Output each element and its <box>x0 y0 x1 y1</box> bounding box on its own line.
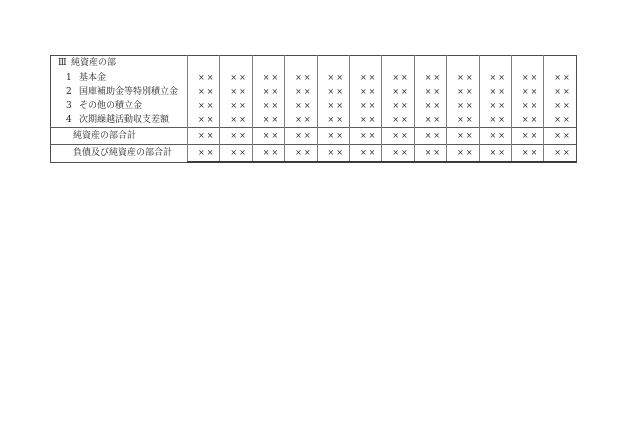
amount-cell: ×× <box>220 128 252 145</box>
section-header-label <box>51 56 188 72</box>
item-row-kihonkin <box>51 71 577 85</box>
amount-cell: ×× <box>252 85 284 99</box>
amount-cell: ×× <box>479 71 511 85</box>
amount-cell: ×× <box>544 85 576 99</box>
amount-cell: ×× <box>544 113 576 128</box>
item-number: 4 <box>66 114 72 125</box>
amount-cell: ×× <box>188 99 220 113</box>
amount-cell: ×× <box>317 128 349 145</box>
amount-cell: ×× <box>447 128 479 145</box>
amount-cell: ×× <box>285 99 317 113</box>
amount-cell: ×× <box>382 113 414 128</box>
liabilities-and-net-assets-total-row <box>51 145 577 163</box>
amount-cell <box>511 56 543 72</box>
amount-cell: ×× <box>544 128 576 145</box>
amount-cell: ×× <box>285 85 317 99</box>
item-label <box>51 85 188 99</box>
section-title: 純資産の部 <box>71 58 117 68</box>
amount-cell: ×× <box>349 99 381 113</box>
amount-cell: ×× <box>188 85 220 99</box>
amount-cell: ×× <box>252 128 284 145</box>
amount-cell <box>479 56 511 72</box>
amount-cell: ×× <box>220 113 252 128</box>
amount-cell: ×× <box>188 113 220 128</box>
amount-cell <box>317 56 349 72</box>
amount-cell: ×× <box>479 99 511 113</box>
amount-cell: ×× <box>511 71 543 85</box>
amount-cell: ×× <box>188 128 220 145</box>
amount-cell: ×× <box>317 85 349 99</box>
amount-cell: ×× <box>220 71 252 85</box>
item-number: 2 <box>66 86 72 97</box>
amount-cell: ×× <box>511 145 543 163</box>
amount-cell: ×× <box>188 145 220 163</box>
amount-cell: ×× <box>220 145 252 163</box>
amount-cell: ×× <box>285 145 317 163</box>
amount-cell: ×× <box>447 113 479 128</box>
item-title: 国庫補助金等特別積立金 <box>79 86 179 97</box>
amount-cell: ×× <box>511 128 543 145</box>
section-header-row <box>51 56 577 72</box>
grand-total-label: 負債及び純資産の部合計 <box>51 145 188 163</box>
amount-cell: ×× <box>252 71 284 85</box>
item-label <box>51 99 188 113</box>
amount-cell: ×× <box>382 99 414 113</box>
amount-cell: ×× <box>252 113 284 128</box>
section-number: Ⅲ <box>58 58 67 68</box>
amount-cell: ×× <box>414 71 446 85</box>
item-label <box>51 71 188 85</box>
item-row-sonota-tsumitatekin <box>51 99 577 113</box>
amount-cell: ×× <box>479 85 511 99</box>
amount-cell: ×× <box>252 145 284 163</box>
amount-cell: ×× <box>479 128 511 145</box>
amount-cell <box>285 56 317 72</box>
net-assets-total-row <box>51 128 577 145</box>
amount-cell: ×× <box>349 85 381 99</box>
amount-cell: ×× <box>349 113 381 128</box>
amount-cell: ×× <box>479 113 511 128</box>
amount-cell: ×× <box>511 99 543 113</box>
amount-cell <box>220 56 252 72</box>
item-title: 基本金 <box>79 72 107 83</box>
amount-cell: ×× <box>188 71 220 85</box>
amount-cell: ×× <box>414 128 446 145</box>
amount-cell: ×× <box>414 113 446 128</box>
item-title: その他の積立金 <box>79 100 143 111</box>
amount-cell: ×× <box>220 85 252 99</box>
amount-cell: ×× <box>349 145 381 163</box>
amount-cell: ×× <box>544 99 576 113</box>
item-label <box>51 113 188 128</box>
amount-cell: ×× <box>220 99 252 113</box>
item-title: 次期繰越活動収支差額 <box>79 114 170 125</box>
amount-cell: ×× <box>382 128 414 145</box>
amount-cell: ×× <box>479 145 511 163</box>
item-number: 3 <box>66 100 72 111</box>
amount-cell: ×× <box>447 85 479 99</box>
amount-cell <box>382 56 414 72</box>
total-label: 純資産の部合計 <box>51 128 188 145</box>
item-row-jiki-kurikoshi <box>51 113 577 128</box>
amount-cell: ×× <box>285 113 317 128</box>
amount-cell: ×× <box>544 145 576 163</box>
amount-cell <box>188 56 220 72</box>
amount-cell: ×× <box>511 113 543 128</box>
net-assets-table <box>50 55 577 163</box>
amount-cell <box>252 56 284 72</box>
amount-cell: ×× <box>544 71 576 85</box>
amount-cell: ×× <box>414 145 446 163</box>
amount-cell <box>349 56 381 72</box>
amount-cell: ×× <box>285 128 317 145</box>
amount-cell: ×× <box>382 145 414 163</box>
amount-cell: ×× <box>447 145 479 163</box>
amount-cell: ×× <box>317 145 349 163</box>
amount-cell: ×× <box>252 99 284 113</box>
amount-cell: ×× <box>447 71 479 85</box>
amount-cell: ×× <box>414 85 446 99</box>
amount-cell <box>447 56 479 72</box>
amount-cell: ×× <box>317 99 349 113</box>
amount-cell: ×× <box>349 71 381 85</box>
amount-cell: ×× <box>511 85 543 99</box>
amount-cell <box>414 56 446 72</box>
amount-cell: ×× <box>349 128 381 145</box>
amount-cell: ×× <box>317 113 349 128</box>
amount-cell: ×× <box>317 71 349 85</box>
amount-cell: ×× <box>382 85 414 99</box>
amount-cell <box>544 56 576 72</box>
amount-cell: ×× <box>414 99 446 113</box>
amount-cell: ×× <box>447 99 479 113</box>
amount-cell: ×× <box>382 71 414 85</box>
item-number: 1 <box>66 72 72 83</box>
item-row-kokko-hojokin <box>51 85 577 99</box>
amount-cell: ×× <box>285 71 317 85</box>
